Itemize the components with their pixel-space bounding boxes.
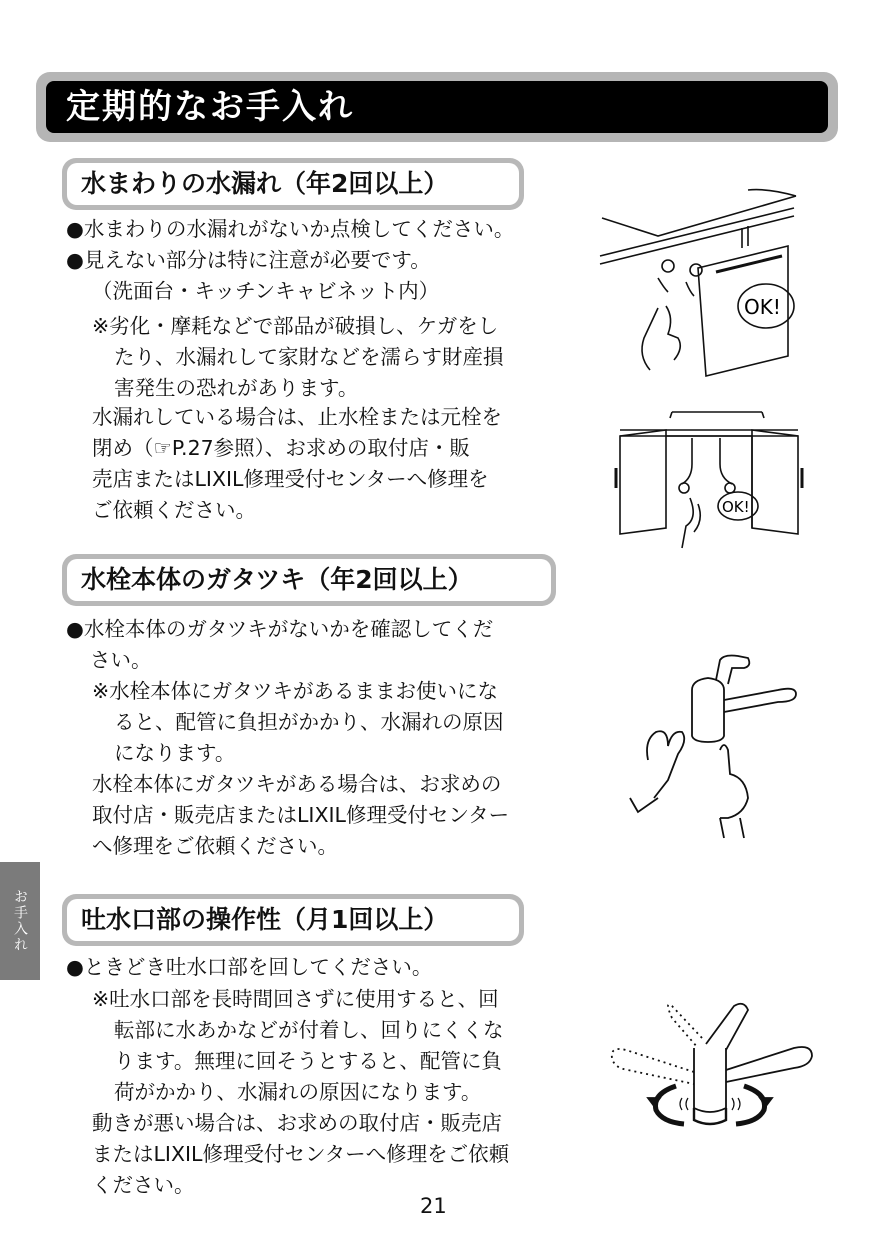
ok-label: OK!	[744, 295, 781, 319]
text-line: 閉め（☞P.27参照）、お求めの取付店・販	[92, 436, 470, 460]
kitchen-cabinet-illustration	[612, 408, 804, 556]
section-title-text: 吐水口部の操作性（月1回以上）	[67, 899, 519, 941]
text-line: 動きが悪い場合は、お求めの取付店・販売店	[92, 1111, 502, 1135]
note-line: 害発生の恐れがあります。	[114, 376, 359, 400]
note-line: ※水栓本体にガタツキがあるままお使いにな	[92, 679, 499, 703]
text-line: へ修理をご依頼ください。	[92, 834, 338, 858]
note-line: ります。無理に回そうとすると、配管に負	[114, 1049, 502, 1073]
bullet-line: ●水まわりの水漏れがないか点検してください。	[66, 217, 515, 241]
section-title-water-leak	[62, 158, 524, 210]
note-line: ると、配管に負担がかかり、水漏れの原因	[114, 710, 504, 734]
text-line: 水漏れしている場合は、止水栓または元栓を	[92, 405, 502, 429]
text-line: 売店またはLIXIL修理受付センターへ修理を	[92, 467, 489, 491]
side-tab-maintenance: お手入れ	[0, 862, 40, 980]
spout-rotation-illustration	[606, 998, 816, 1138]
bullet-line: ●水栓本体のガタツキがないかを確認してくだ	[66, 617, 494, 641]
section-title-text: 水まわりの水漏れ（年2回以上）	[67, 163, 519, 205]
text-line: ください。	[92, 1173, 195, 1197]
page-title: 定期的なお手入れ	[46, 81, 828, 133]
text-line: さい。	[90, 648, 152, 672]
note-line: 転部に水あかなどが付着し、回りにくくな	[114, 1018, 504, 1042]
note-line: ※吐水口部を長時間回さずに使用すると、回	[92, 987, 499, 1011]
vanity-cabinet-illustration	[598, 188, 798, 378]
text-line: またはLIXIL修理受付センターへ修理をご依頼	[92, 1142, 510, 1166]
note-line: になります。	[114, 741, 236, 765]
section-title-faucet-wobble	[62, 554, 556, 606]
text-line: 取付店・販売店またはLIXIL修理受付センター	[92, 803, 510, 827]
note-line: たり、水漏れして家財などを濡らす財産損	[114, 345, 504, 369]
ok-label: OK!	[722, 498, 750, 516]
bullet-line: ●見えない部分は特に注意が必要です。	[66, 248, 431, 272]
title-banner	[36, 72, 838, 142]
note-line: ※劣化・摩耗などで部品が破損し、ケガをし	[92, 314, 499, 338]
faucet-check-illustration	[628, 650, 800, 840]
text-line: ご依頼ください。	[92, 498, 256, 522]
section-title-text: 水栓本体のガタツキ（年2回以上）	[67, 559, 551, 601]
section-title-spout-operation	[62, 894, 524, 946]
text-line: 水栓本体にガタツキがある場合は、お求めの	[92, 772, 502, 796]
page-number: 21	[420, 1194, 447, 1218]
text-line: （洗面台・キッチンキャビネット内）	[92, 279, 440, 303]
bullet-line: ●ときどき吐水口部を回してください。	[66, 955, 433, 979]
note-line: 荷がかかり、水漏れの原因になります。	[114, 1080, 482, 1104]
